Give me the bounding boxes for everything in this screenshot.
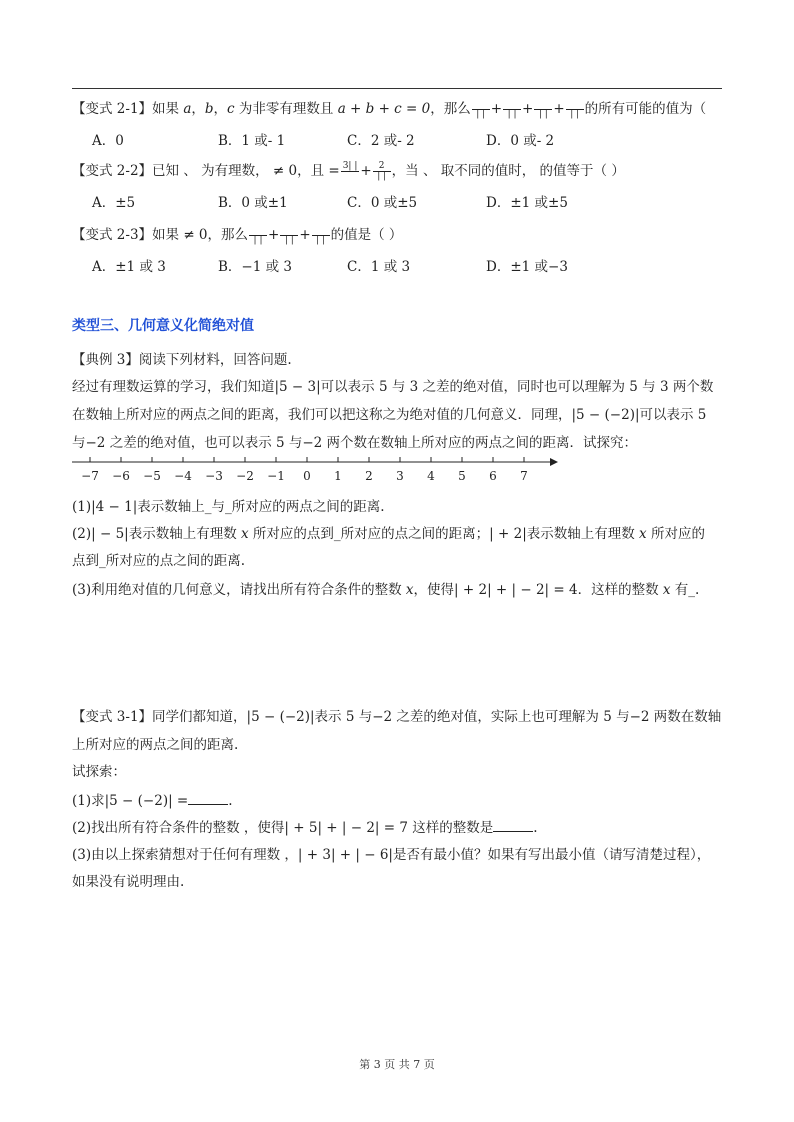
example-tag: 【典例 3】: [72, 352, 139, 368]
question-1: (1)|4 − 1|表示数轴上_与_所对应的两点之间的距离.: [72, 499, 385, 515]
number-line-label: −2: [236, 469, 254, 483]
option-c[interactable]: C．1 或 3: [347, 259, 411, 275]
section-heading: 类型三、几何意义化简绝对值: [72, 318, 254, 334]
option-c[interactable]: C．2 或- 2: [347, 133, 415, 149]
option-b[interactable]: B．−1 或 3: [218, 259, 292, 275]
variant-tag: 【变式 2-3】: [72, 227, 153, 243]
fraction: | |: [534, 100, 552, 119]
number-line-label: 6: [489, 469, 497, 483]
variant-2-2-stem: 【变式 2-2】已知 、 为有理数， ≠ 0，且 = 3| | + $\frac{2}{| |}$ ，当 、 取不同的值时， 的值等于（ ）: [72, 161, 625, 181]
option-d[interactable]: D．±1 或±5: [486, 195, 568, 211]
example-3-intro: 【典例 3】阅读下列材料，回答问题.: [72, 352, 292, 368]
number-line-label: −1: [267, 469, 285, 483]
number-line-label: 1: [334, 469, 342, 483]
number-line: [72, 454, 562, 490]
fraction: | |: [249, 226, 267, 245]
variant-2-1-stem: 【变式 2-1】如果 a，b，c 为非零有理数且 a + b + c = 0，那么 | | + | | + | | + | | 的所有可能的值为（: [72, 101, 707, 119]
paragraph-line: 在数轴上所对应的两点之间的距离，我们可以把这称之为绝对值的几何意义．同理，|5 − (−2)|可以表示 5: [72, 407, 707, 423]
paragraph-line: 与−2 之差的绝对值，也可以表示 5 与−2 两个数在数轴上所对应的两点之间的距离．试探究：: [72, 435, 638, 451]
variant-2-3-stem: 【变式 2-3】如果 ≠ 0，那么 | | + | | + | | 的值是（ ）: [72, 227, 403, 245]
variant-3-1-stem: 【变式 3-1】同学们都知道，|5 − (−2)|表示 5 与−2 之差的绝对值，实际上也可理解为 5 与−2 两数在数轴: [72, 709, 722, 725]
paragraph-line: 上所对应的两点之间的距离.: [72, 737, 239, 753]
number-line-label: −4: [174, 469, 192, 483]
question-1: (1)求|5 − (−2)| = .: [72, 790, 233, 811]
fraction: $\frac{2}{| |}$: [373, 162, 391, 181]
number-line-label: −5: [143, 469, 161, 483]
number-line-label: 0: [303, 469, 311, 483]
number-line-label: −7: [81, 469, 99, 483]
variant-tag: 【变式 2-1】: [72, 101, 153, 117]
question-2: (2)| − 5|表示数轴上有理数 x 所对应的点到_所对应的点之间的距离；| + 2|表示数轴上有理数 x 所对应的: [72, 526, 705, 542]
fraction: | |: [566, 100, 584, 119]
option-d[interactable]: D．±1 或−3: [486, 259, 568, 275]
number-line-label: 7: [520, 469, 528, 483]
answer-blank[interactable]: [188, 790, 228, 805]
fraction: | |: [503, 100, 521, 119]
question-2: (2)找出所有符合条件的整数 ，使得| + 5| + | − 2| = 7 这样的整数是 .: [72, 817, 538, 838]
answer-blank[interactable]: [493, 817, 533, 832]
option-c[interactable]: C．0 或±5: [347, 195, 418, 211]
variant-tag: 【变式 2-2】: [72, 163, 153, 179]
number-line-label: −3: [205, 469, 223, 483]
number-line-label: 4: [427, 469, 435, 483]
page-footer: 第 3 页 共 7 页: [359, 1058, 435, 1071]
arrow-head-icon: [550, 458, 558, 466]
top-rule: [72, 88, 722, 89]
variant-tag: 【变式 3-1】: [72, 709, 153, 725]
explore-label: 试探索：: [72, 764, 126, 780]
question-2-cont: 点到_所对应的点之间的距离.: [72, 553, 246, 569]
fraction: | |: [280, 226, 298, 245]
option-a[interactable]: A．0: [92, 133, 124, 149]
fraction: 3| |: [342, 161, 358, 171]
option-a[interactable]: A．±1 或 3: [92, 259, 166, 275]
question-3: (3)由以上探索猜想对于任何有理数 ，| + 3| + | − 6|是否有最小值？如果有写出最小值（请写清楚过程），: [72, 847, 711, 863]
fraction: | |: [312, 226, 330, 245]
fraction: | |: [472, 100, 490, 119]
number-line-label: 3: [396, 469, 404, 483]
option-d[interactable]: D．0 或- 2: [486, 133, 555, 149]
option-a[interactable]: A．±5: [92, 195, 136, 211]
question-3-cont: 如果没有说明理由.: [72, 874, 185, 890]
number-line-label: 2: [365, 469, 373, 483]
number-line-label: 5: [458, 469, 466, 483]
question-3: (3)利用绝对值的几何意义，请找出所有符合条件的整数 x，使得| + 2| + | − 2| = 4．这样的整数 x 有_.: [72, 582, 700, 598]
option-b[interactable]: B．0 或±1: [218, 195, 288, 211]
number-line-label: −6: [112, 469, 130, 483]
option-b[interactable]: B．1 或- 1: [218, 133, 286, 149]
paragraph-line: 经过有理数运算的学习，我们知道|5 − 3|可以表示 5 与 3 之差的绝对值，同时也可以理解为 5 与 3 两个数: [72, 379, 714, 395]
